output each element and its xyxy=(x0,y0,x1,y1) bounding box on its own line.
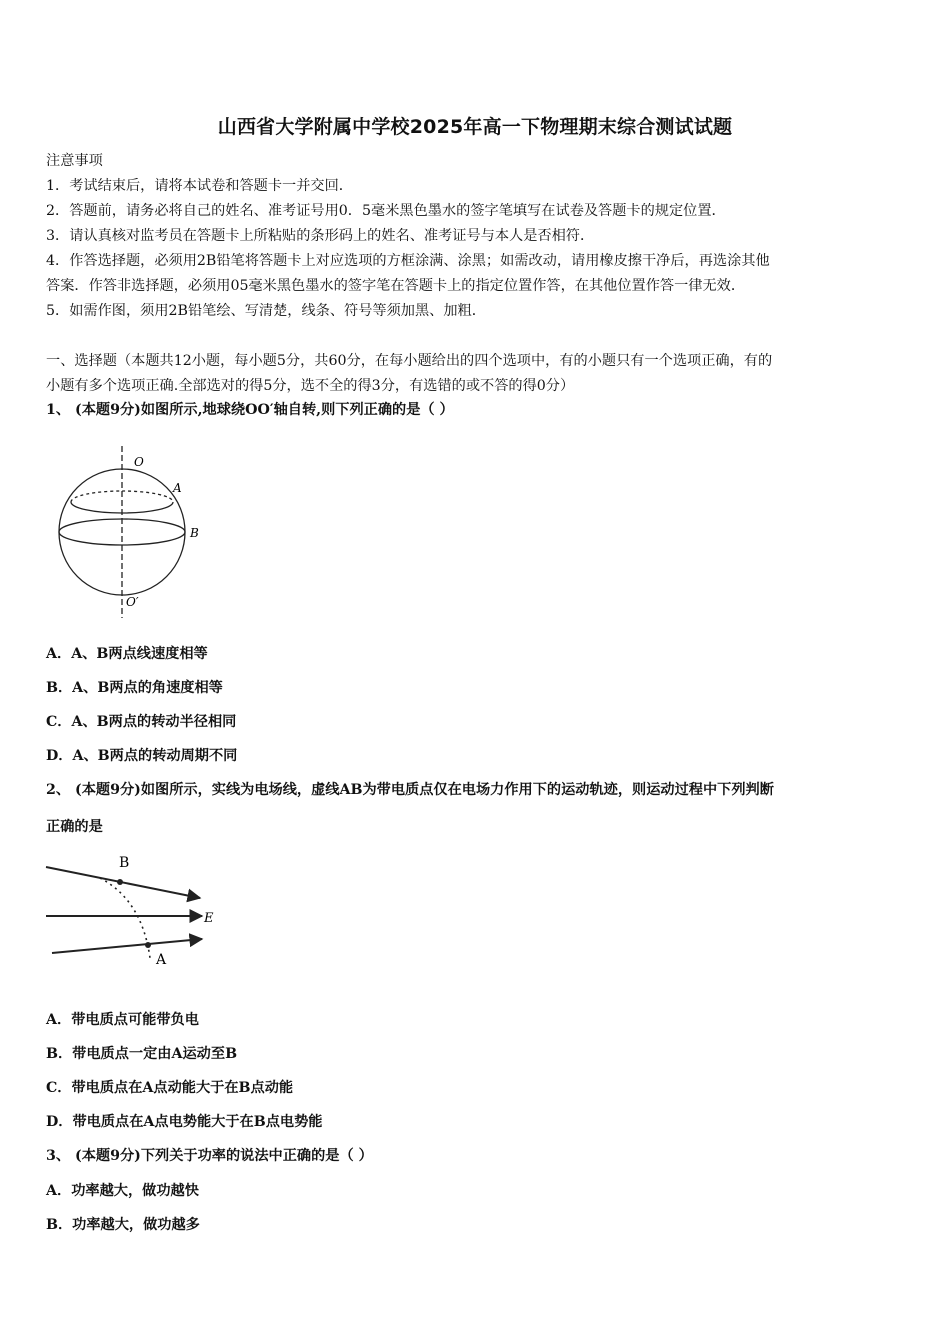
q2-option-c: C．带电质点在A点动能大于在B点动能 xyxy=(46,1080,294,1096)
notice-item-3: 3．请认真核对监考员在答题卡上所粘贴的条形码上的姓名、准考证号与本人是否相符． xyxy=(46,228,595,244)
label-e: E xyxy=(204,911,214,926)
q3-option-b: B．功率越大，做功越多 xyxy=(46,1217,200,1233)
label-o: O xyxy=(134,455,144,469)
notice-item-2: 2．答题前，请务必将自己的姓名、准考证号用0．5毫米黑色墨水的签字笔填写在试卷及答题卡的规定位置． xyxy=(46,203,726,219)
section-header-line-2: 小题有多个选项正确.全部选对的得5分，选不全的得3分，有选错的或不答的得0分） xyxy=(46,378,575,394)
field-line-bottom xyxy=(52,939,202,953)
label-o-prime: O′ xyxy=(126,595,139,609)
point-b-dot xyxy=(117,879,123,885)
q1-option-d: D．A、B两点的转动周期不同 xyxy=(46,748,238,764)
notice-item-4-cont: 答案．作答非选择题，必须用05毫米黑色墨水的签字笔在答题卡上的指定位置作答，在其他位置作答一律无效． xyxy=(46,278,746,294)
section-header-line-1: 一、选择题（本题共12小题，每小题5分，共60分，在每小题给出的四个选项中，有的小题只有一个选项正确，有的 xyxy=(46,353,773,369)
q1-earth-figure xyxy=(52,440,212,620)
q2-field-figure xyxy=(42,850,232,975)
field-line-top xyxy=(46,867,200,898)
q2-stem-line-1: 2、 (本题9分)如图所示，实线为电场线，虚线AB为带电质点仅在电场力作用下的运动轨迹，则运动过程中下列判断 xyxy=(46,782,774,798)
q2-stem-line-2: 正确的是 xyxy=(46,819,103,835)
label-b: B xyxy=(190,526,199,540)
q1-option-b: B．A、B两点的角速度相等 xyxy=(46,680,223,696)
q1-option-c: C．A、B两点的转动半径相同 xyxy=(46,714,237,730)
q1-option-a: A．A、B两点线速度相等 xyxy=(46,646,208,662)
point-a-dot xyxy=(145,942,151,948)
q2-option-d: D．带电质点在A点电势能大于在B点电势能 xyxy=(46,1114,323,1130)
q1-stem: 1、 (本题9分)如图所示,地球绕OO′轴自转,则下列正确的是（ ） xyxy=(46,402,454,418)
q3-stem: 3、 (本题9分)下列关于功率的说法中正确的是（ ） xyxy=(46,1148,373,1164)
label-a: A xyxy=(173,481,182,495)
notice-item-5: 5．如需作图，须用2B铅笔绘、写清楚，线条、符号等须加黑、加粗． xyxy=(46,303,486,319)
notice-item-1: 1．考试结束后，请将本试卷和答题卡一并交回． xyxy=(46,178,353,194)
q2-option-a: A．带电质点可能带负电 xyxy=(46,1012,199,1028)
notice-item-4: 4．作答选择题，必须用2B铅笔将答题卡上对应选项的方框涂满、涂黑；如需改动，请用橡皮擦干净后，再选涂其他 xyxy=(46,253,770,269)
page-title: 山西省大学附属中学校2025年高一下物理期末综合测试试题 xyxy=(217,116,733,138)
notice-heading: 注意事项 xyxy=(46,153,103,169)
q2-option-b: B．带电质点一定由A运动至B xyxy=(46,1046,238,1062)
q3-option-a: A．功率越大，做功越快 xyxy=(46,1183,199,1199)
label-a: A xyxy=(156,952,167,968)
label-b: B xyxy=(119,855,130,871)
